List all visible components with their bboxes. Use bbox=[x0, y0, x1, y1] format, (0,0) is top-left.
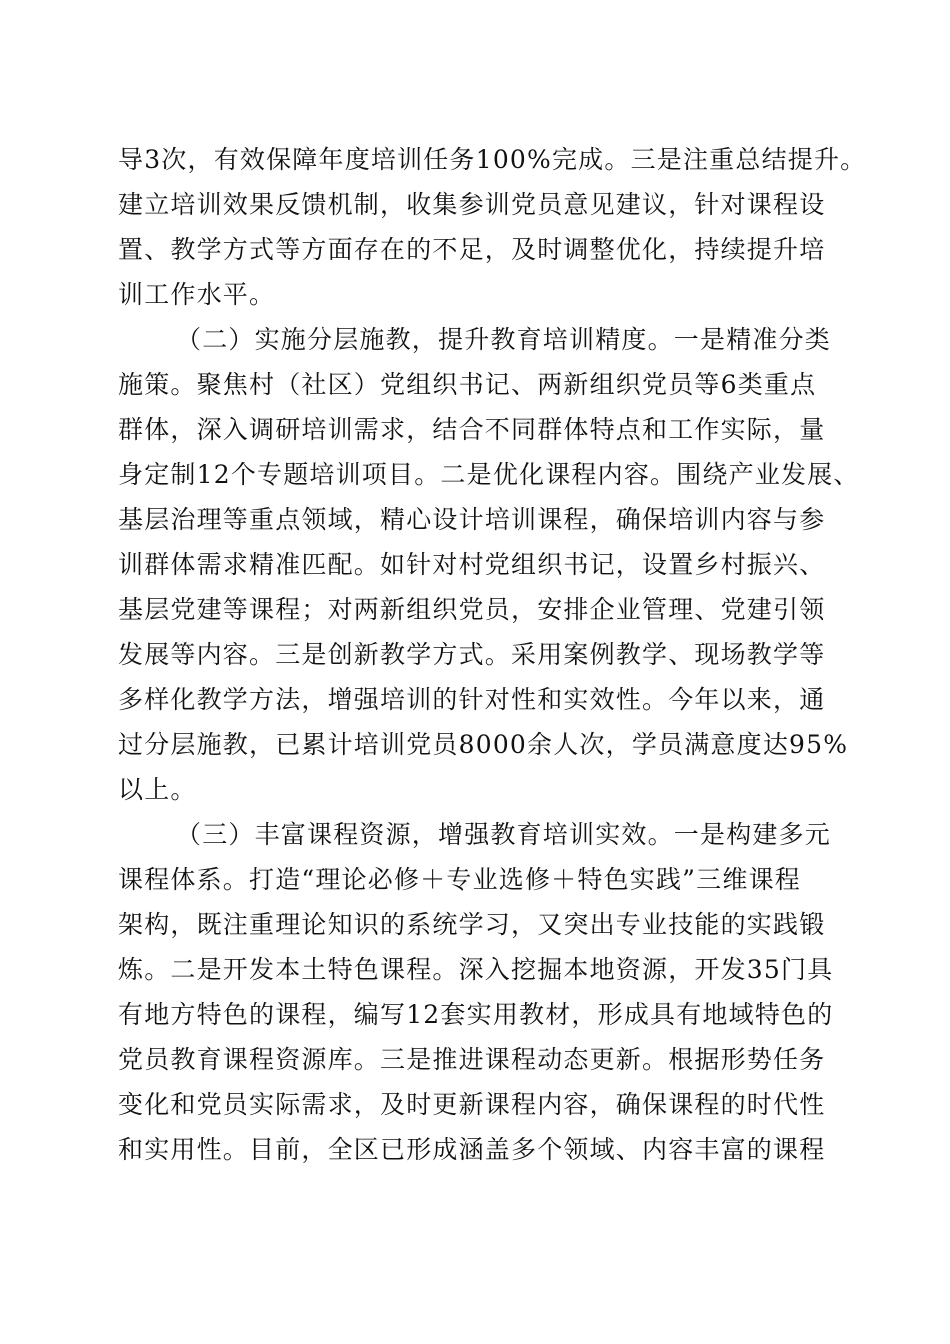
text-line-1: 导3次，有效保障年度培训任务100%完成。三是注重总结提升。 bbox=[118, 145, 867, 174]
text-line-20: 有地方特色的课程，编写12套实用教材，形成具有地域特色的 bbox=[118, 1000, 834, 1029]
text-line-3: 置、教学方式等方面存在的不足，及时调整优化，持续提升培 bbox=[118, 235, 826, 264]
text-line-17: 课程体系。打造“理论必修＋专业选修＋特色实践”三维课程 bbox=[118, 865, 801, 894]
text-line-11: 基层党建等课程；对两新组织党员，安排企业管理、党建引领 bbox=[118, 595, 826, 624]
text-line-19: 炼。二是开发本土特色课程。深入挖掘本地资源，开发35门具 bbox=[118, 955, 834, 984]
section-heading-2: （二）实施分层施教，提升教育培训精度。一是精准分类 bbox=[176, 325, 832, 354]
text-line-14: 过分层施教，已累计培训党员8000余人次，学员满意度达95% bbox=[118, 730, 849, 759]
text-line-22: 变化和党员实际需求，及时更新课程内容，确保课程的时代性 bbox=[118, 1090, 826, 1119]
text-line-23: 和实用性。目前，全区已形成涵盖多个领域、内容丰富的课程 bbox=[118, 1135, 826, 1164]
text-line-21: 党员教育课程资源库。三是推进课程动态更新。根据形势任务 bbox=[118, 1045, 826, 1074]
text-line-15: 以上。 bbox=[118, 775, 197, 804]
text-line-18: 架构，既注重理论知识的系统学习，又突出专业技能的实践锻 bbox=[118, 910, 826, 939]
text-line-2: 建立培训效果反馈机制，收集参训党员意见建议，针对课程设 bbox=[118, 190, 826, 219]
text-line-4: 训工作水平。 bbox=[118, 280, 276, 309]
text-line-10: 训群体需求精准匹配。如针对村党组织书记，设置乡村振兴、 bbox=[118, 550, 826, 579]
section-heading-3: （三）丰富课程资源，增强教育培训实效。一是构建多元 bbox=[176, 820, 832, 849]
text-line-13: 多样化教学方法，增强培训的针对性和实效性。今年以来，通 bbox=[118, 685, 826, 714]
text-line-9: 基层治理等重点领域，精心设计培训课程，确保培训内容与参 bbox=[118, 505, 826, 534]
text-line-6: 施策。聚焦村（社区）党组织书记、两新组织党员等6类重点 bbox=[118, 370, 817, 399]
text-line-7: 群体，深入调研培训需求，结合不同群体特点和工作实际，量 bbox=[118, 415, 826, 444]
text-line-12: 发展等内容。三是创新教学方式。采用案例教学、现场教学等 bbox=[118, 640, 826, 669]
text-line-8: 身定制12个专题培训项目。二是优化课程内容。围绕产业发展、 bbox=[118, 460, 860, 489]
